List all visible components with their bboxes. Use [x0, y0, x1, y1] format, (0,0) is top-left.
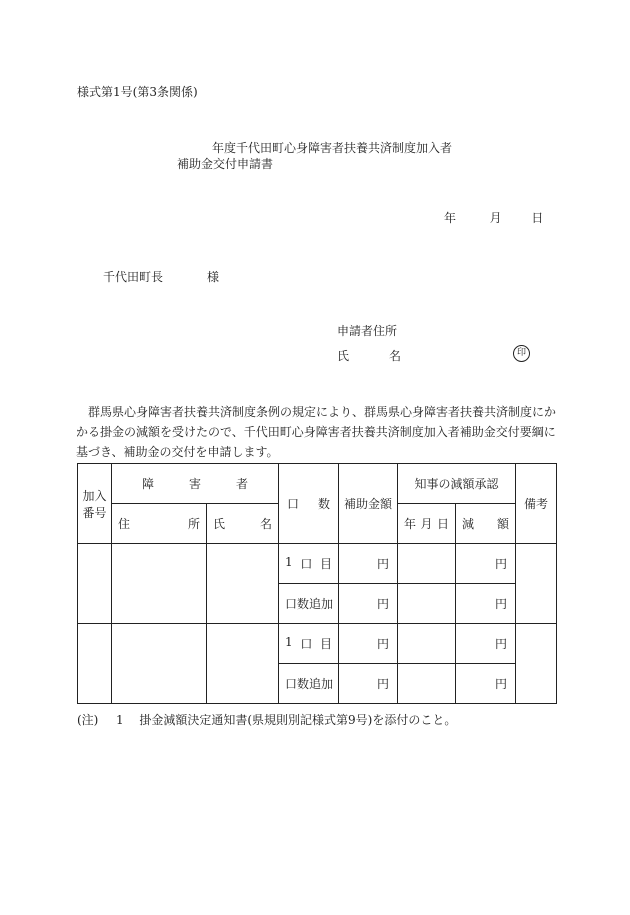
footnote: [77, 711, 456, 728]
footnote-text: 掛金減額決定通知書(県規則別記様式第9号)を添付のこと。: [139, 713, 457, 727]
yen-unit: 円: [495, 557, 508, 571]
header-remarks-2: 考: [536, 497, 549, 511]
yen-unit: 円: [377, 677, 390, 691]
cell-unit-label: [279, 664, 339, 704]
unit-label-part: 口: [300, 637, 313, 651]
header-name: [207, 504, 279, 544]
unit-label-part: 1: [285, 635, 293, 649]
header-ymd-day: 日: [436, 517, 449, 531]
addressee: [103, 268, 219, 285]
header-governor-approval: 知事の減額承認: [398, 464, 516, 504]
cell-unit-label: [279, 624, 339, 664]
addressee-name: 千代田町長: [103, 270, 164, 284]
date-year: 年: [444, 211, 457, 225]
yen-unit: 円: [495, 597, 508, 611]
header-units: [279, 464, 339, 544]
cell-remarks[interactable]: [516, 544, 557, 624]
header-reduction-2: 額: [497, 517, 510, 531]
cell-remarks[interactable]: [516, 624, 557, 704]
header-units-1: 口: [287, 497, 300, 511]
header-join-number: [78, 464, 112, 544]
cell-approval-date[interactable]: [398, 544, 456, 584]
header-subsidy-amount: 補助金額: [339, 464, 398, 544]
header-units-2: 数: [318, 497, 331, 511]
header-name-1: 氏: [213, 517, 226, 531]
cell-subsidy-amount[interactable]: [339, 624, 398, 664]
cell-reduction-amount[interactable]: [456, 624, 516, 664]
header-reduction: [456, 504, 516, 544]
cell-name[interactable]: [207, 544, 279, 624]
cell-subsidy-amount[interactable]: [339, 544, 398, 584]
document-title-line1: 年度千代田町心身障害者扶養共済制度加入者: [212, 141, 453, 155]
unit-label-part: 口数追加: [285, 597, 334, 611]
cell-reduction-amount[interactable]: [456, 584, 516, 624]
document-title-line2: 補助金交付申請書: [177, 157, 274, 171]
header-address: [112, 504, 207, 544]
header-join-number-1: 加入: [82, 488, 107, 503]
header-remarks-1: 備: [524, 497, 537, 511]
applicant-name-label-1: 氏: [337, 349, 350, 363]
cell-unit-label: [279, 584, 339, 624]
cell-address[interactable]: [112, 544, 207, 624]
yen-unit: 円: [377, 557, 390, 571]
date-line: [444, 209, 543, 226]
header-name-2: 名: [260, 517, 273, 531]
date-day: 日: [531, 211, 544, 225]
cell-subsidy-amount[interactable]: [339, 584, 398, 624]
unit-label-part: 1: [285, 555, 293, 569]
yen-unit: 円: [495, 637, 508, 651]
addressee-honorific: 様: [207, 270, 220, 284]
body-paragraph: [76, 402, 556, 462]
cell-reduction-amount[interactable]: [456, 544, 516, 584]
cell-address[interactable]: [112, 624, 207, 704]
form-number: 様式第1号(第3条関係): [77, 85, 198, 99]
cell-join-number[interactable]: [78, 544, 112, 624]
cell-approval-date[interactable]: [398, 664, 456, 704]
date-month: 月: [489, 211, 502, 225]
header-disabled-1: 障: [142, 477, 155, 491]
unit-label-part: 目: [319, 637, 332, 651]
cell-name[interactable]: [207, 624, 279, 704]
header-ymd-year: 年: [404, 517, 417, 531]
cell-unit-label: [279, 544, 339, 584]
table-row: [78, 544, 557, 584]
unit-label-part: 口: [300, 557, 313, 571]
body-text: 群馬県心身障害者扶養共済制度条例の規定により、群馬県心身障害者扶養共済制度にかかる掛金の減額を受けたので、千代田町心身障害者扶養共済制度加入者補助金交付要綱に基づき、補助金の交付を申請します。: [76, 405, 557, 459]
cell-approval-date[interactable]: [398, 624, 456, 664]
header-address-2: 所: [187, 517, 200, 531]
seal-mark: 印: [513, 345, 530, 362]
header-disabled-2: 害: [189, 477, 202, 491]
header-disabled-person: [112, 464, 279, 504]
cell-reduction-amount[interactable]: [456, 664, 516, 704]
applicant-address-label: 申請者住所: [337, 324, 398, 338]
table-row: [78, 624, 557, 664]
header-disabled-3: 者: [236, 477, 249, 491]
cell-approval-date[interactable]: [398, 584, 456, 624]
applicant-name-label: [337, 347, 401, 364]
applicant-name-label-2: 名: [389, 349, 402, 363]
cell-subsidy-amount[interactable]: [339, 664, 398, 704]
header-remarks: [516, 464, 557, 544]
footnote-label: (注): [77, 713, 99, 727]
footnote-number: 1: [116, 713, 124, 727]
header-reduction-1: 減: [462, 517, 475, 531]
application-table: [77, 463, 557, 704]
header-address-1: 住: [118, 517, 131, 531]
header-join-number-2: 番号: [82, 505, 107, 520]
unit-label-part: 口数追加: [285, 677, 334, 691]
yen-unit: 円: [495, 677, 508, 691]
unit-label-part: 目: [319, 557, 332, 571]
yen-unit: 円: [377, 637, 390, 651]
cell-join-number[interactable]: [78, 624, 112, 704]
header-ymd-month: 月: [420, 517, 433, 531]
header-ymd: [398, 504, 456, 544]
yen-unit: 円: [377, 597, 390, 611]
